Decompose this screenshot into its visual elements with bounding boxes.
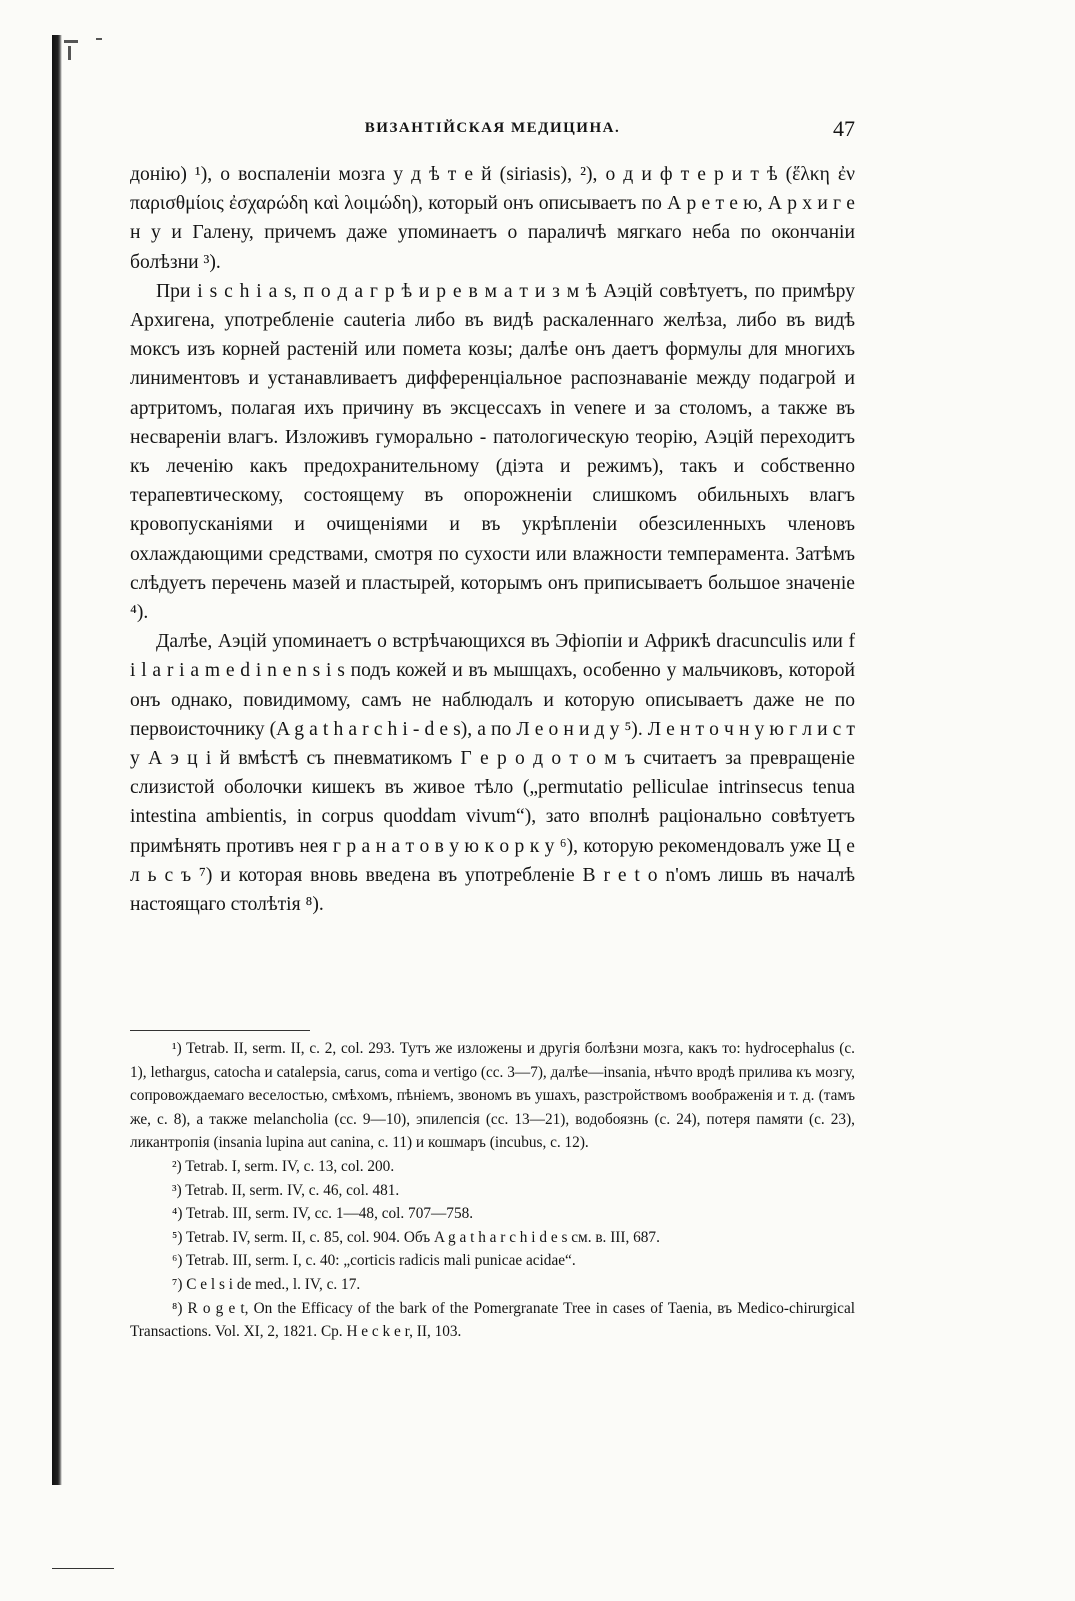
scan-speck: [68, 46, 71, 60]
footnotes: [130, 1037, 855, 1344]
footnote: ⁶) Tetrab. III, serm. I, c. 40: „corticis radicis mali punicae acidae“.: [172, 1252, 576, 1270]
paragraph: Далѣе, Аэцій упоминаетъ о встрѣчающихся въ Эфіопіи и Африкѣ dracunculis или f i l a r i a m e d i n e n s i s подъ кожей и въ мышцахъ, особенно у мальчиковъ, которой онъ однако, повидимому, самъ не наблюдалъ и которую описываетъ даже не по первоисточнику (A g a t h a r c h i - d e s), а по Л е о н и д у ⁵). Л е н т о ч н у ю г л и с т у А э ц і й вмѣстѣ съ пневматикомъ Г е р о д о т о м ъ считаетъ за превращеніе слизистой оболочки кишекъ въ живое тѣло („permutatio pelliculae intrinsecus tenua intestina ambientis, in corpus quoddam vivum“), зато вполнѣ раціонально совѣтуетъ примѣнять противъ нея г р а н а т о в у ю к о р к у ⁶), которую рекомендовалъ уже Ц е л ь с ъ ⁷) и которая вновь введена въ употребленіе B r e t o n'омъ лишь въ началѣ настоящаго столѣтія ⁸).: [130, 631, 855, 916]
page-number: 47: [833, 116, 855, 141]
scan-bottom-rule: [52, 1568, 114, 1569]
footnote: ¹) Tetrab. II, serm. II, c. 2, col. 293. Тутъ же изложены и другія болѣзни мозга, какъ то: hydrocephalus (c. 1), lethargus, catocha и catalepsia, carus, coma и vertigo (cc. 3—7), далѣе—insania, нѣчто вродѣ прилива къ мозгу, сопровождаемаго веселостью, смѣхомъ, пѣніемъ, звономъ въ ушахъ, разстройствомъ воображенія и т. д. (тамъ же, с. 8), а также melancholia (cc. 9—10), эпилепсія (cc. 13—21), водобоязнь (c. 24), потеря памяти (c. 23), ликантропія (insania lupina aut canina, c. 11) и кошмаръ (incubus, c. 12).: [130, 1040, 855, 1152]
footnote-separator: [130, 1030, 310, 1031]
footnote: ⁷) C e l s i de med., l. IV, c. 17.: [172, 1275, 361, 1293]
scan-speck: [64, 40, 78, 43]
page-header: [130, 116, 855, 146]
footnote: ⁵) Tetrab. IV, serm. II, c. 85, col. 904. Объ A g a t h a r c h i d e s см. в. III, 687.: [172, 1228, 660, 1246]
footnote: ⁸) R o g e t, On the Efficacy of the bark of the Pomergranate Tree in cases of Taenia, въ Medico-chirurgical Transactions. Vol. XI, 2, 1821. Cp. H e c k e r, II, 103.: [130, 1299, 855, 1341]
footnote: ³) Tetrab. II, serm. IV, c. 46, col. 481.: [172, 1181, 400, 1199]
paragraph: При i s c h i a s, п о д а г р ѣ и р е в м а т и з м ѣ Аэцій совѣтуетъ, по примѣру Архигена, употребленіе cauteria либо въ видѣ раскаленнаго желѣза, либо въ видѣ моксъ изъ корней растеній или помета козы; далѣе онъ даетъ формулы для многихъ линиментовъ и устанавливаетъ дифференціальное распознаваніе между подагрой и артритомъ, полагая ихъ причину въ эксцессахъ in venere и за столомъ, а также въ несвареніи влагъ. Изложивъ гуморально - патологическую теорію, Аэцій переходитъ къ леченію какъ предохранительному (діэта и режимъ), такъ и собственно терапевтическому, состоящему въ опорожненіи слишкомъ обильныхъ влагъ кровопусканіями и очищеніями и въ укрѣпленіи обезсиленныхъ членовъ охлаждающими средствами, смотря по сухости или влажности темперамента. Затѣмъ слѣдуетъ перечень мазей и пластырей, которымъ онъ приписываетъ большое значеніе ⁴).: [130, 280, 855, 624]
main-text: [130, 160, 855, 919]
scan-page-edge: [52, 35, 62, 1485]
footnote: ⁴) Tetrab. III, serm. IV, cc. 1—48, col. 707—758.: [172, 1205, 474, 1223]
scan-speck: [96, 38, 102, 40]
footnote: ²) Tetrab. I, serm. IV, c. 13, col. 200.: [172, 1157, 395, 1175]
running-title: ВИЗАНТІЙСКАЯ МЕДИЦИНА.: [364, 120, 621, 136]
paragraph: донію) ¹), о воспаленіи мозга у д ѣ т е й (siriasis), ²), о д и ф т е р и т ѣ (ἕλκη ἐν παρισθμίοις ἐσχαρώδη καὶ λοιμώδη), который онъ описываетъ по А р е т е ю, А р х и г е н у и Галену, причемъ даже упоминаетъ о параличѣ мягкаго неба по окончаніи болѣзни ³).: [130, 164, 855, 273]
